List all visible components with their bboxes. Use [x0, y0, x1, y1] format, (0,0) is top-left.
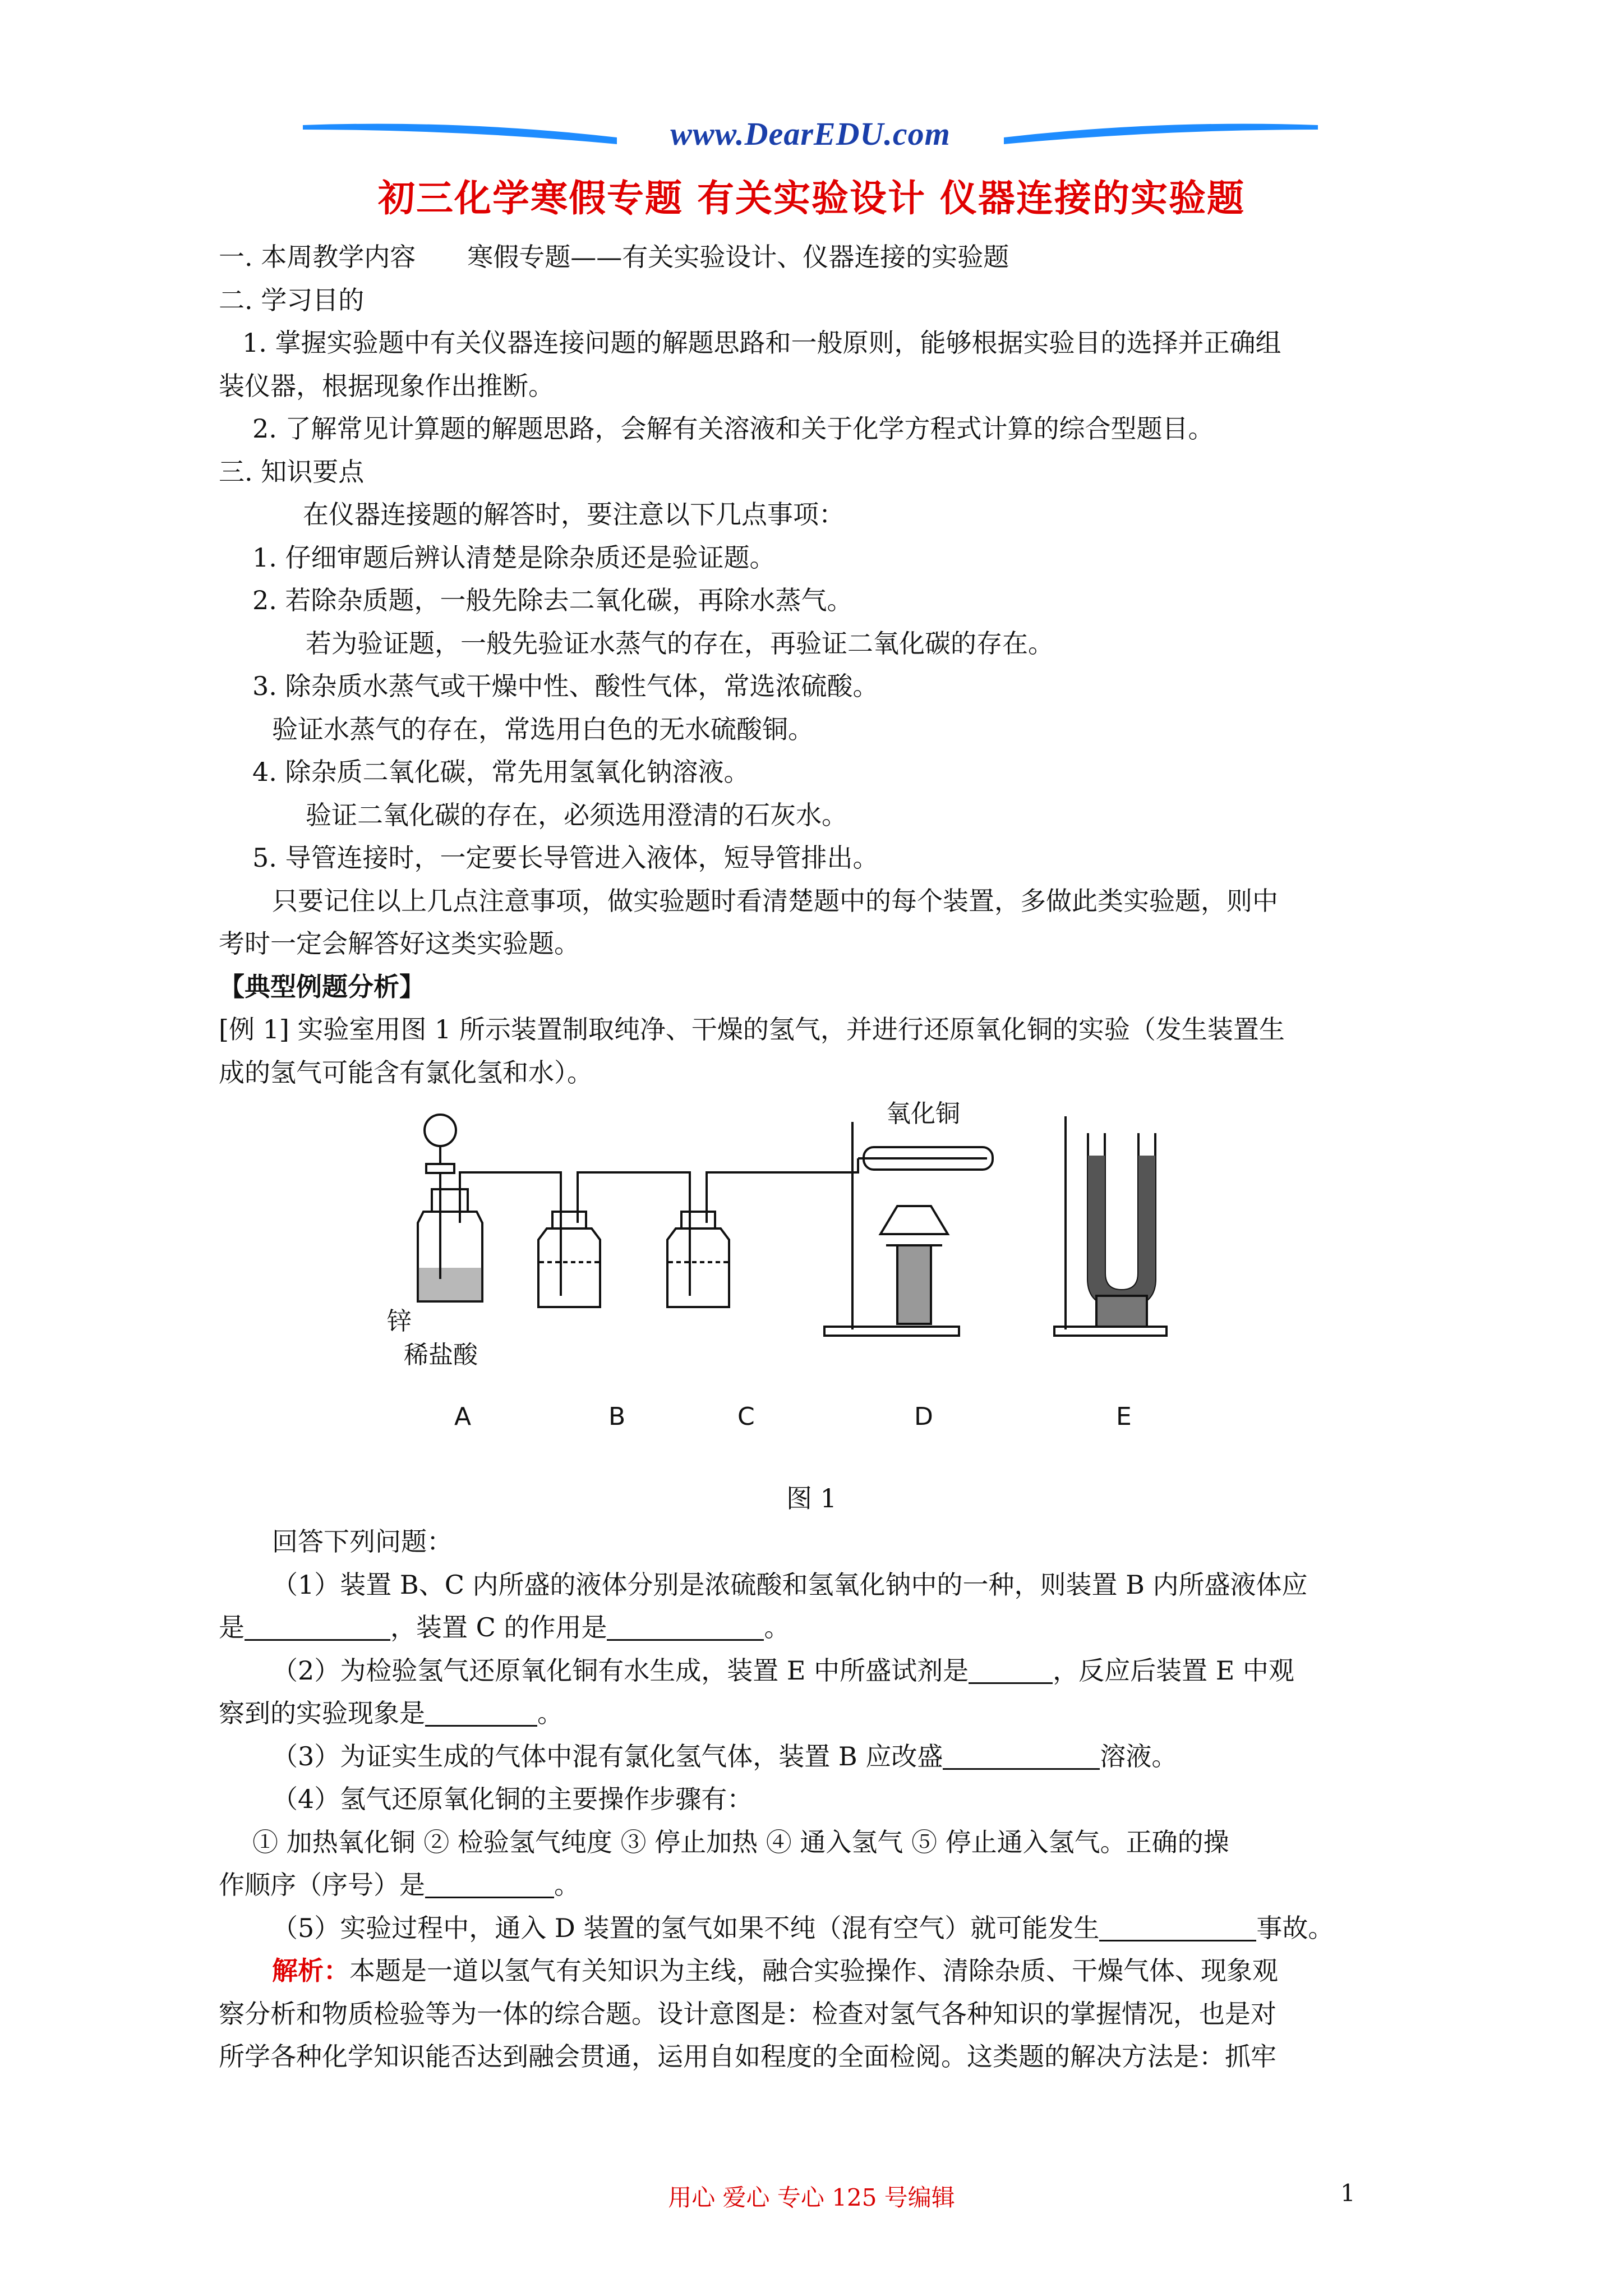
page-footer: 用心 爱心 专心 125 号编辑 — [668, 2184, 955, 2211]
point-item: 验证水蒸气的存在，常选用白色的无水硫酸铜。 — [272, 714, 814, 744]
analysis-text: 解析：本题是一道以氢气有关知识为主线，融合实验操作、清除杂质、干燥气体、现象观 — [272, 1955, 1278, 1986]
analysis-label: 解析： — [272, 1955, 349, 1986]
question-3: （3）为证实生成的气体中混有氯化氢气体，装置 B 应改盛 溶液。 — [272, 1741, 1178, 1772]
analysis-text: 所学各种化学知识能否达到融会贯通，运用自如程度的全面检阅。这类题的解决方法是：抓牢 — [219, 2041, 1276, 2072]
answer-blank[interactable] — [1099, 1913, 1256, 1941]
answer-blank[interactable] — [943, 1741, 1100, 1770]
apparatus-c — [667, 1212, 729, 1307]
point-item: 5. 导管连接时，一定要长导管进入液体，短导管排出。 — [252, 843, 879, 873]
summary-text: 考时一定会解答好这类实验题。 — [219, 928, 580, 959]
apparatus-b — [538, 1212, 600, 1307]
point-item: 2. 若除杂质题，一般先除去二氧化碳，再除水蒸气。 — [252, 585, 853, 615]
section-heading: 二. 学习目的 — [219, 284, 365, 315]
section-heading: 三. 知识要点 — [219, 456, 365, 487]
label-e: E — [1116, 1402, 1132, 1431]
example-text: 成的氢气可能含有氯化氢和水）。 — [219, 1057, 593, 1088]
label-c: C — [737, 1402, 755, 1431]
goal-text: 1. 掌握实验题中有关仪器连接问题的解题思路和一般原则，能够根据实验目的选择并正确组 — [242, 328, 1281, 358]
apparatus-a — [418, 1115, 482, 1301]
questions-body — [219, 1520, 1402, 2078]
point-item: 1. 仔细审题后辨认清楚是除杂质还是验证题。 — [252, 542, 776, 573]
question-4-steps: ① 加热氧化铜 ② 检验氢气纯度 ③ 停止加热 ④ 通入氢气 ⑤ 停止通入氢气。正确的操 — [252, 1826, 1229, 1857]
section-heading: 一. 本周教学内容 寒假专题——有关实验设计、仪器连接的实验题 — [219, 242, 1009, 272]
page-title: 初三化学寒假专题 有关实验设计 仪器连接的实验题 — [378, 176, 1245, 220]
figure-caption: 图 1 — [786, 1483, 837, 1513]
site-brand[interactable]: www.DearEDU.com — [670, 116, 951, 152]
goal-text: 装仪器，根据现象作出推断。 — [219, 370, 554, 401]
point-item: 4. 除杂质二氧化碳，常先用氢氧化钠溶液。 — [252, 757, 750, 787]
site-header — [303, 115, 1318, 163]
question-2-cont: 察到的实验现象是 。 — [219, 1698, 563, 1728]
copper-oxide-label: 氧化铜 — [886, 1099, 960, 1128]
zinc-label: 锌 — [387, 1307, 412, 1336]
acid-label: 稀盐酸 — [404, 1341, 478, 1369]
answer-blank[interactable] — [969, 1655, 1053, 1684]
label-a: A — [454, 1402, 472, 1431]
examples-heading: 【典型例题分析】 — [219, 971, 425, 1002]
page-number: 1 — [1340, 2179, 1355, 2207]
apparatus-diagram — [387, 1099, 1189, 1447]
question-5: （5）实验过程中，通入 D 装置的氢气如果不纯（混有空气）就可能发生 事故。 — [272, 1912, 1334, 1943]
question-intro: 回答下列问题： — [272, 1526, 453, 1557]
summary-text: 只要记住以上几点注意事项，做实验题时看清楚题中的每个装置，多做此类实验题，则中 — [272, 885, 1278, 916]
question-4-blanks: 作顺序（序号）是 。 — [219, 1870, 580, 1900]
apparatus-d — [824, 1122, 993, 1336]
answer-blank[interactable] — [607, 1612, 764, 1641]
answer-blank[interactable] — [425, 1870, 554, 1898]
document-body — [219, 236, 1402, 1094]
question-4: （4）氢气还原氧化铜的主要操作步骤有： — [272, 1784, 753, 1814]
goal-text: 2. 了解常见计算题的解题思路，会解有关溶液和关于化学方程式计算的综合型题目。 — [252, 413, 1214, 444]
example-text: [例 1] 实验室用图 1 所示装置制取纯净、干燥的氢气，并进行还原氧化铜的实验（发生装置生 — [219, 1014, 1285, 1045]
intro-text: 在仪器连接题的解答时，要注意以下几点事项： — [303, 499, 845, 530]
answer-blank[interactable] — [425, 1698, 537, 1727]
question-1: （1）装置 B、C 内所盛的液体分别是浓硫酸和氢氧化钠中的一种，则装置 B 内所盛液体应 — [272, 1569, 1308, 1600]
question-1-blanks: 是 ，装置 C 的作用是 。 — [219, 1612, 790, 1642]
question-2: （2）为检验氢气还原氧化铜有水生成，装置 E 中所盛试剂是 ，反应后装置 E 中观 — [272, 1655, 1294, 1686]
apparatus-e — [1054, 1116, 1166, 1336]
point-item: 3. 除杂质水蒸气或干燥中性、酸性气体，常选浓硫酸。 — [252, 671, 879, 701]
analysis-text: 察分析和物质检验等为一体的综合题。设计意图是：检查对氢气各种知识的掌握情况，也是对 — [219, 1998, 1276, 2029]
answer-blank[interactable] — [245, 1612, 390, 1641]
point-item: 验证二氧化碳的存在，必须选用澄清的石灰水。 — [306, 799, 847, 830]
label-d: D — [914, 1402, 933, 1431]
label-b: B — [608, 1402, 626, 1431]
point-item: 若为验证题，一般先验证水蒸气的存在，再验证二氧化碳的存在。 — [306, 628, 1054, 659]
